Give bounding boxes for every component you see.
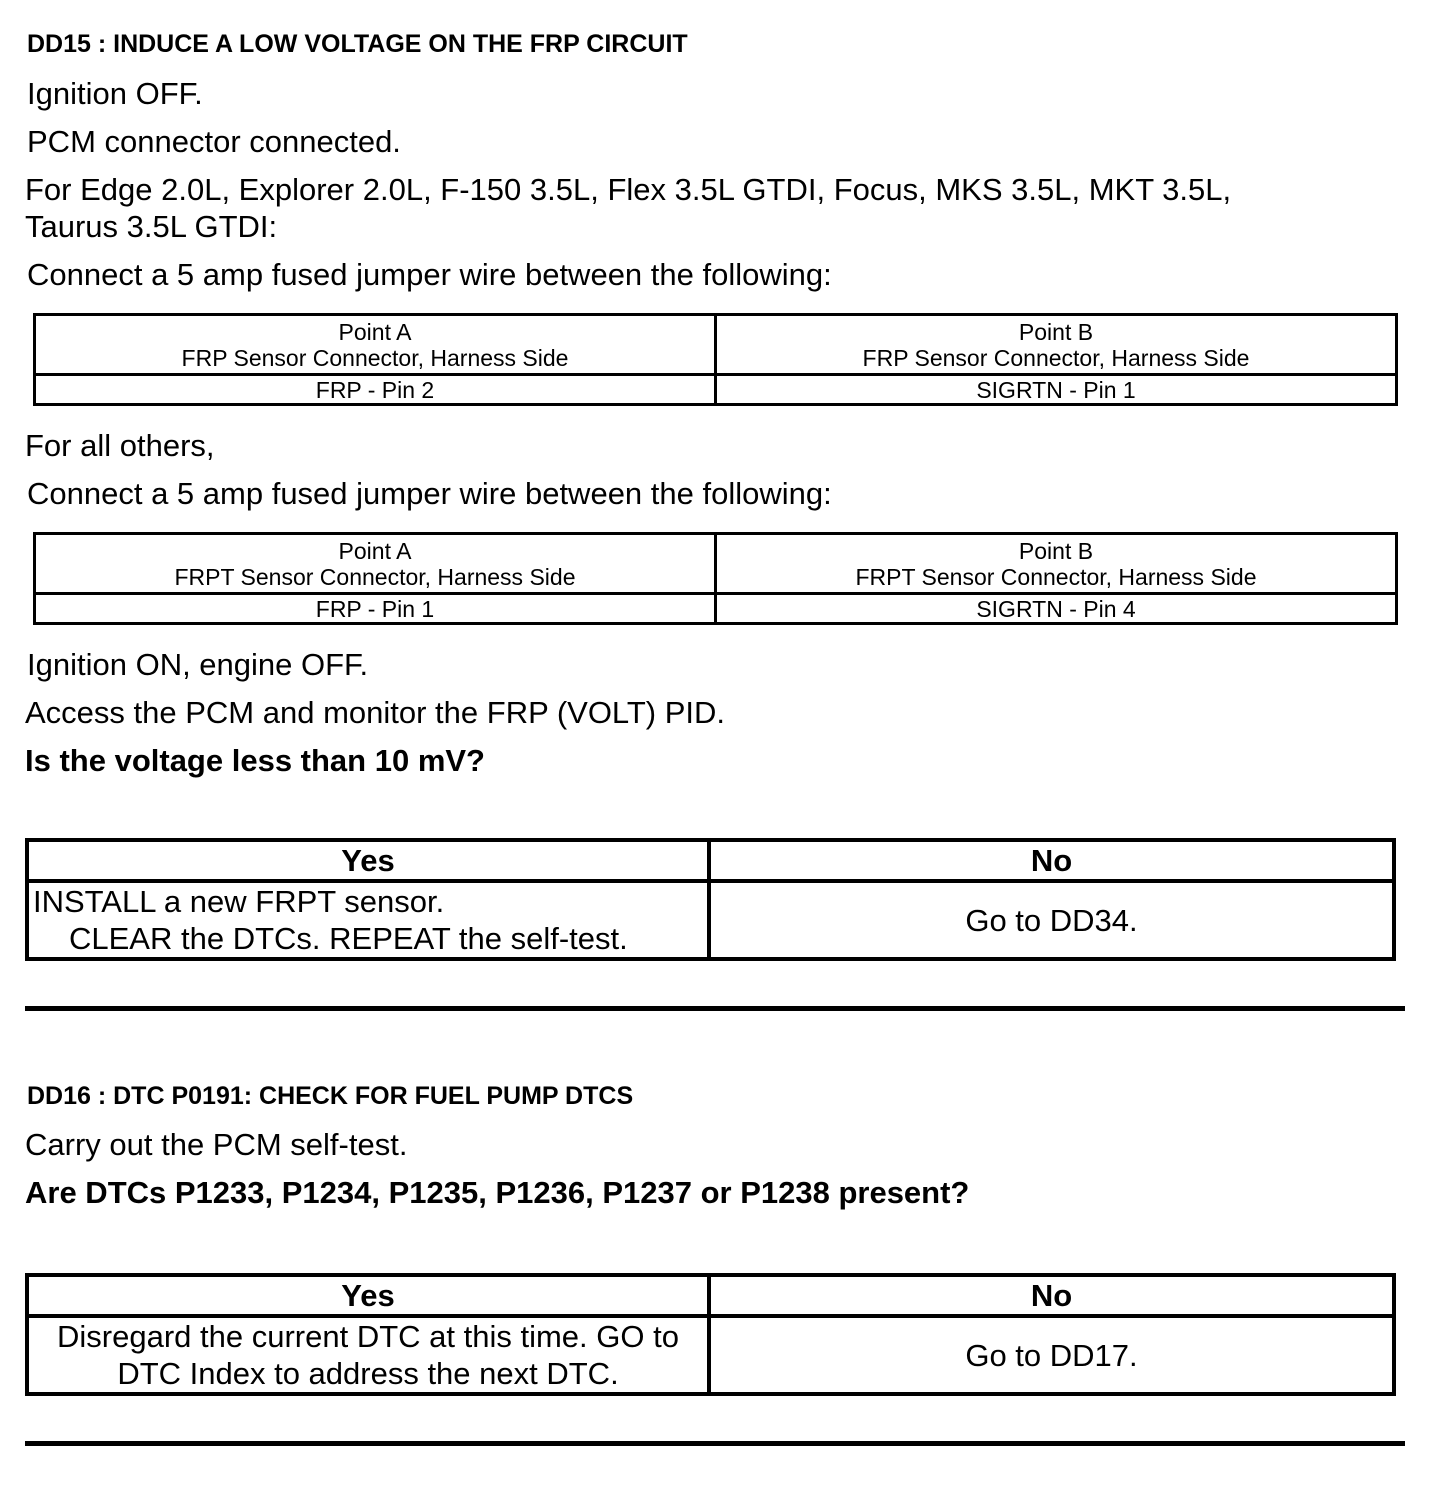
dd15-models-line1: For Edge 2.0L, Explorer 2.0L, F-150 3.5L, Flex 3.5L GTDI, Focus, MKS 3.5L, MKT 3.5L, [25,172,1232,207]
point-a-pin: FRP - Pin 2 [35,375,716,405]
yes-action-line1: INSTALL a new FRPT sensor. [33,884,445,919]
yes-action-line1: Disregard the current DTC at this time. GO to [57,1319,679,1354]
no-action: Go to DD34. [709,881,1394,959]
point-b-pin: SIGRTN - Pin 1 [716,375,1397,405]
point-b-location: FRP Sensor Connector, Harness Side [862,344,1250,371]
point-b-label: Point B [1018,537,1094,564]
point-a-location: FRP Sensor Connector, Harness Side [181,344,569,371]
point-b-pin: SIGRTN - Pin 4 [716,594,1397,624]
section-divider [25,1441,1405,1446]
yes-action-line2: DTC Index to address the next DTC. [117,1356,619,1391]
dd16-answer-table [25,1273,1396,1396]
point-b-header-cell [716,534,1397,594]
point-a-label: Point A [338,318,412,345]
point-b-header-cell [716,315,1397,375]
dd16-heading: DD16 : DTC P0191: CHECK FOR FUEL PUMP DTCS [27,1082,634,1110]
point-a-location: FRPT Sensor Connector, Harness Side [174,563,576,590]
dd15-question: Is the voltage less than 10 mV? [25,743,485,778]
point-a-header-cell [35,315,716,375]
dd15-step-pcm-connected: PCM connector connected. [27,124,401,159]
point-a-pin: FRP - Pin 1 [35,594,716,624]
yes-action-cell [27,881,709,959]
dd15-jumper-table-2 [33,532,1398,625]
dd15-step-access-pcm: Access the PCM and monitor the FRP (VOLT) PID. [25,695,726,730]
point-a-header-cell [35,534,716,594]
dd16-step-self-test: Carry out the PCM self-test. [25,1127,408,1162]
dd15-answer-table [25,838,1396,961]
dd16-question: Are DTCs P1233, P1234, P1235, P1236, P1237 or P1238 present? [25,1175,970,1210]
dd15-models-line2: Taurus 3.5L GTDI: [25,209,278,244]
dd15-jumper-table-1 [33,313,1398,406]
dd15-heading: DD15 : INDUCE A LOW VOLTAGE ON THE FRP CIRCUIT [27,30,688,58]
point-b-location: FRPT Sensor Connector, Harness Side [855,563,1257,590]
section-divider [25,1006,1405,1011]
no-action: Go to DD17. [709,1316,1394,1394]
no-header: No [709,840,1394,881]
yes-action-line2: CLEAR the DTCs. REPEAT the self-test. [69,921,628,956]
point-b-label: Point B [1018,318,1094,345]
dd15-for-all-others: For all others, [25,428,215,463]
no-header: No [709,1275,1394,1316]
dd15-connect-instruction-2: Connect a 5 amp fused jumper wire between the following: [27,476,832,511]
dd15-step-ignition-off: Ignition OFF. [27,76,203,111]
point-a-label: Point A [338,537,412,564]
yes-header: Yes [27,840,709,881]
dd15-step-ignition-on: Ignition ON, engine OFF. [27,647,369,682]
yes-action-cell [27,1316,709,1394]
yes-header: Yes [27,1275,709,1316]
dd15-connect-instruction-1: Connect a 5 amp fused jumper wire between the following: [27,257,832,292]
